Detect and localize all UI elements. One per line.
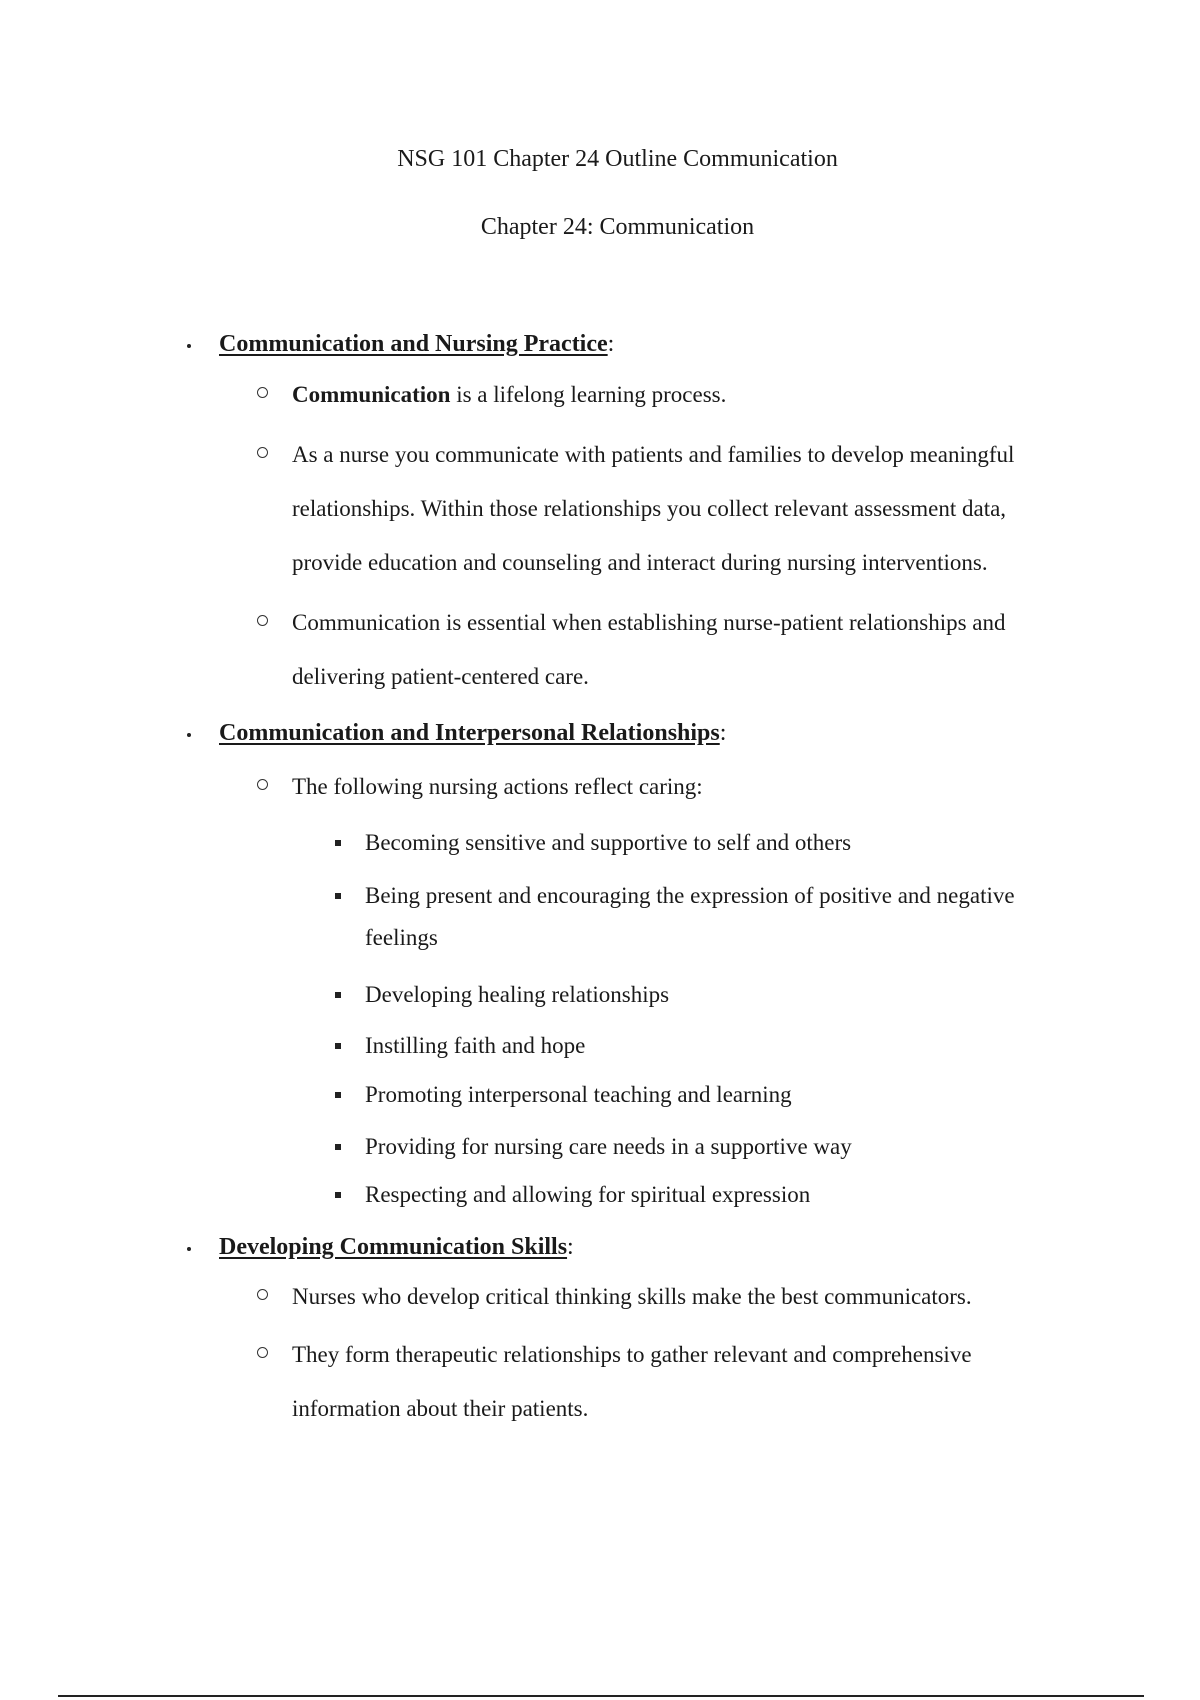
list-item: Communication is essential when establishing nurse-patient relationships and delivering patient-centered care. bbox=[292, 596, 1062, 704]
footer-divider bbox=[58, 1695, 1144, 1697]
sub-list-item: Becoming sensitive and supportive to self and others bbox=[365, 822, 1065, 864]
sub-list-item: Being present and encouraging the expression of positive and negative feelings bbox=[365, 875, 1065, 959]
circle-bullet-icon bbox=[257, 1347, 268, 1358]
bullet-dot-icon bbox=[187, 344, 191, 348]
list-item: Nurses who develop critical thinking skills make the best communicators. bbox=[292, 1270, 1062, 1324]
sub-list-item: Respecting and allowing for spiritual expression bbox=[365, 1174, 1065, 1216]
list-item: As a nurse you communicate with patients and families to develop meaningful relationships. Within those relationships you collect relevant assessment data, provide education and counseling and interact during nursing interventions. bbox=[292, 428, 1062, 590]
square-bullet-icon bbox=[335, 1043, 341, 1049]
circle-bullet-icon bbox=[257, 615, 268, 626]
bullet-dot-icon bbox=[187, 733, 191, 737]
list-item: The following nursing actions reflect caring: bbox=[292, 760, 1062, 814]
document-title: NSG 101 Chapter 24 Outline Communication bbox=[397, 146, 838, 172]
square-bullet-icon bbox=[335, 992, 341, 998]
sub-list-item: Providing for nursing care needs in a supportive way bbox=[365, 1126, 1065, 1168]
sub-list-item: Instilling faith and hope bbox=[365, 1025, 1065, 1067]
square-bullet-icon bbox=[335, 1192, 341, 1198]
circle-bullet-icon bbox=[257, 447, 268, 458]
circle-bullet-icon bbox=[257, 779, 268, 790]
list-item: They form therapeutic relationships to gather relevant and comprehensive information about their patients. bbox=[292, 1328, 1062, 1436]
square-bullet-icon bbox=[335, 1092, 341, 1098]
list-item: Communication is a lifelong learning process. bbox=[292, 368, 1062, 422]
section-heading: Communication and Nursing Practice: bbox=[219, 331, 614, 358]
bullet-dot-icon bbox=[187, 1247, 191, 1251]
square-bullet-icon bbox=[335, 893, 341, 899]
sub-list-item: Developing healing relationships bbox=[365, 974, 1065, 1016]
section-heading: Communication and Interpersonal Relationships: bbox=[219, 720, 726, 747]
circle-bullet-icon bbox=[257, 387, 268, 398]
section-heading: Developing Communication Skills: bbox=[219, 1234, 574, 1261]
sub-list-item: Promoting interpersonal teaching and learning bbox=[365, 1074, 1065, 1116]
circle-bullet-icon bbox=[257, 1289, 268, 1300]
square-bullet-icon bbox=[335, 840, 341, 846]
square-bullet-icon bbox=[335, 1144, 341, 1150]
document-subtitle: Chapter 24: Communication bbox=[480, 214, 755, 240]
